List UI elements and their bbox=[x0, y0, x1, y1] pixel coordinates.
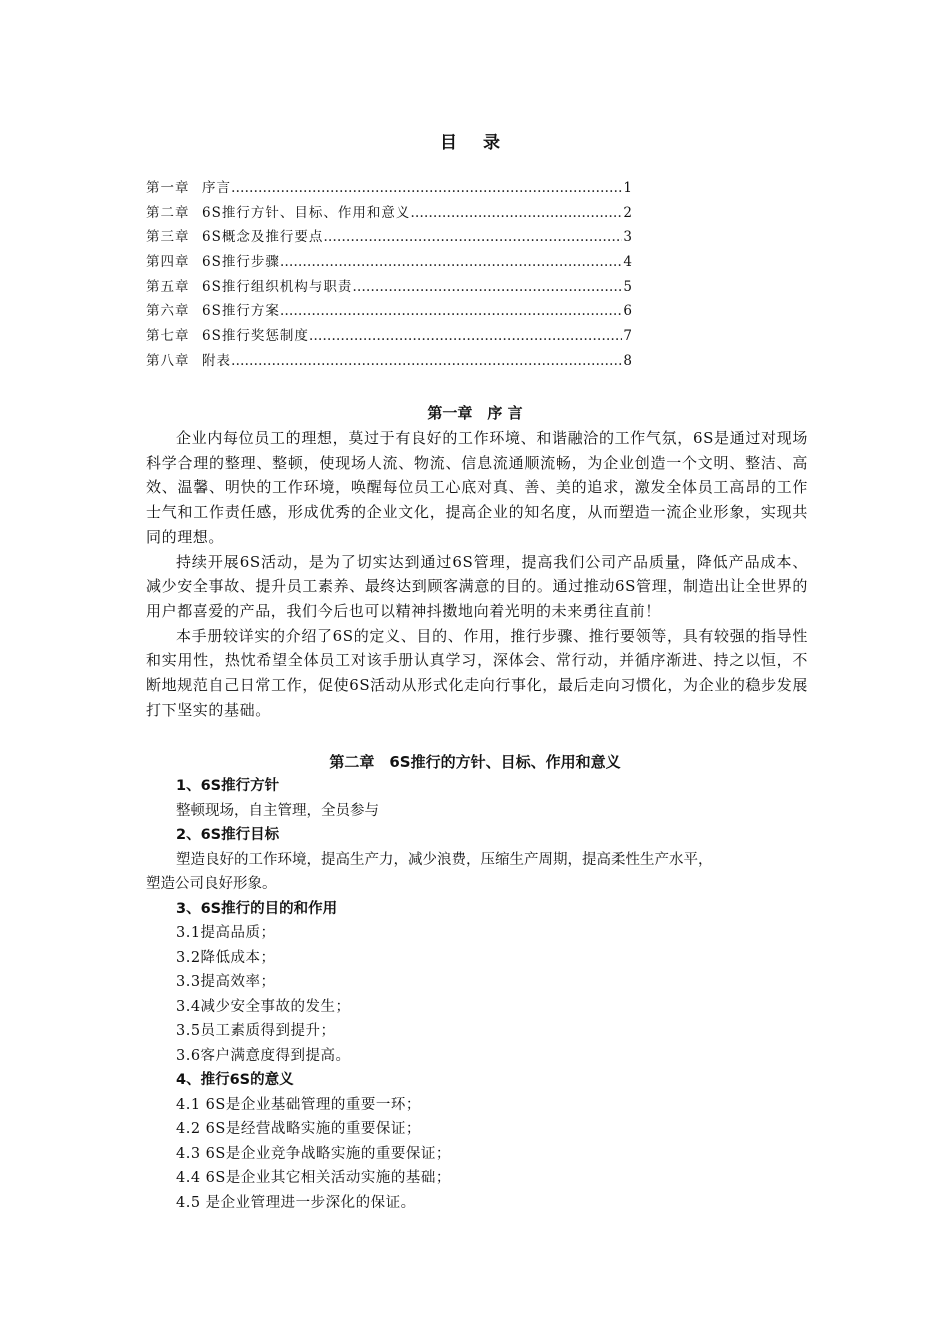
toc-entry bbox=[146, 275, 632, 300]
section3-item: 3.5员工素质得到提升； bbox=[176, 1023, 336, 1039]
toc-chapter-name: 6S推行方针、目标、作用和意义 bbox=[202, 204, 411, 221]
toc-page-number: 5 bbox=[623, 278, 632, 295]
toc-chapter-number: 第一章 bbox=[146, 180, 190, 196]
chapter2-body bbox=[146, 774, 808, 1215]
toc-page-number: 4 bbox=[623, 254, 632, 271]
section4-item: 4.2 6S是经营战略实施的重要保证； bbox=[176, 1121, 421, 1137]
toc-chapter-name: 6S推行步骤 bbox=[202, 254, 280, 271]
chapter1-paragraph: 企业内每位员工的理想，莫过于有良好的工作环境、和谐融洽的工作气氛，6S是通过对现场科学合理的整理、整顿，使现场人流、物流、信息流通顺流畅，为企业创造一个文明、整洁、高效、温馨、明快的工作环境，唤醒每位员工心底对真、善、美的追求，激发全体员工高昂的工作士气和工作责任感，形成优秀的企业文化，提高企业的知名度，从而塑造一流企业形象，实现共同的理想。 bbox=[146, 429, 808, 546]
toc-leader-dots bbox=[410, 205, 622, 221]
section2-text-line1: 塑造良好的工作环境，提高生产力，减少浪费，压缩生产周期，提高柔性生产水平， bbox=[176, 851, 713, 868]
section3-title: 3、6S推行的目的和作用 bbox=[176, 900, 338, 917]
section1-title: 1、6S推行方针 bbox=[176, 778, 280, 794]
toc-entry bbox=[146, 225, 632, 250]
section2-title: 2、6S推行目标 bbox=[176, 827, 280, 843]
toc-entry bbox=[146, 324, 632, 349]
toc-leader-dots bbox=[231, 353, 622, 369]
toc-entry bbox=[146, 299, 632, 324]
table-of-contents bbox=[146, 176, 632, 374]
section4-item: 4.5 是企业管理进一步深化的保证。 bbox=[176, 1194, 416, 1211]
toc-page-number: 7 bbox=[623, 328, 632, 345]
section4-item: 4.3 6S是企业竞争战略实施的重要保证； bbox=[176, 1145, 451, 1162]
toc-page-number: 2 bbox=[623, 204, 632, 221]
section4-item: 4.4 6S是企业其它相关活动实施的基础； bbox=[176, 1170, 451, 1186]
section3-item: 3.4减少安全事故的发生； bbox=[176, 998, 351, 1015]
section3-item: 3.1提高品质； bbox=[176, 925, 276, 941]
section3-item: 3.6客户满意度得到提高。 bbox=[176, 1047, 351, 1064]
toc-chapter-name: 6S推行组织机构与职责 bbox=[202, 278, 353, 295]
toc-leader-dots bbox=[280, 303, 623, 319]
toc-page-number: 3 bbox=[623, 229, 632, 246]
toc-chapter-number: 第五章 bbox=[146, 278, 190, 295]
toc-leader-dots bbox=[323, 229, 622, 245]
toc-leader-dots bbox=[352, 279, 622, 295]
toc-entry bbox=[146, 349, 632, 374]
toc-entry bbox=[146, 176, 632, 201]
section4-title: 4、推行6S的意义 bbox=[176, 1072, 294, 1088]
section2-text-line2: 塑造公司良好形象。 bbox=[146, 876, 277, 892]
chapter1-heading: 第一章 序 言 bbox=[427, 404, 523, 422]
toc-chapter-number: 第七章 bbox=[146, 328, 190, 345]
toc-title: 目 录 bbox=[440, 133, 510, 153]
toc-leader-dots bbox=[231, 180, 622, 196]
toc-chapter-name: 6S概念及推行要点 bbox=[202, 229, 324, 246]
toc-page-number: 6 bbox=[623, 303, 632, 320]
toc-chapter-name: 6S推行奖惩制度 bbox=[202, 328, 309, 345]
toc-leader-dots bbox=[309, 328, 623, 344]
toc-chapter-name: 6S推行方案 bbox=[202, 303, 280, 320]
toc-chapter-name: 序言 bbox=[202, 180, 231, 196]
chapter2-heading: 第二章 6S推行的方针、目标、作用和意义 bbox=[329, 753, 621, 771]
section1-text: 整顿现场，自主管理，全员参与 bbox=[176, 802, 379, 819]
toc-leader-dots bbox=[280, 254, 623, 270]
toc-chapter-name: 附表 bbox=[202, 352, 231, 369]
chapter1-paragraph: 本手册较详实的介绍了6S的定义、目的、作用，推行步骤、推行要领等，具有较强的指导性和实用性，热忱希望全体员工对该手册认真学习，深体会、常行动，并循序渐进、持之以恒，不断地规范自己日常工作，促使6S活动从形式化走向行事化，最后走向习惯化，为企业的稳步发展打下坚实的基础。 bbox=[146, 626, 808, 719]
toc-chapter-number: 第三章 bbox=[146, 229, 190, 246]
section3-item: 3.3提高效率； bbox=[176, 974, 276, 990]
toc-chapter-number: 第二章 bbox=[146, 204, 190, 221]
chapter1-body bbox=[146, 426, 808, 722]
toc-chapter-number: 第四章 bbox=[146, 254, 190, 271]
toc-page-number: 1 bbox=[623, 180, 632, 196]
chapter1-paragraph: 持续开展6S活动，是为了切实达到通过6S管理，提高我们公司产品质量，降低产品成本、减少安全事故、提升员工素养、最终达到顾客满意的目的。通过推动6S管理，制造出让全世界的用户都喜爱的产品，我们今后也可以精神抖擞地向着光明的未来勇往直前！ bbox=[146, 552, 808, 620]
section4-item: 4.1 6S是企业基础管理的重要一环； bbox=[176, 1096, 421, 1113]
toc-entry bbox=[146, 201, 632, 226]
toc-chapter-number: 第八章 bbox=[146, 352, 190, 369]
section3-item: 3.2降低成本； bbox=[176, 949, 276, 966]
toc-page-number: 8 bbox=[623, 352, 632, 369]
toc-entry bbox=[146, 250, 632, 275]
toc-chapter-number: 第六章 bbox=[146, 303, 190, 320]
